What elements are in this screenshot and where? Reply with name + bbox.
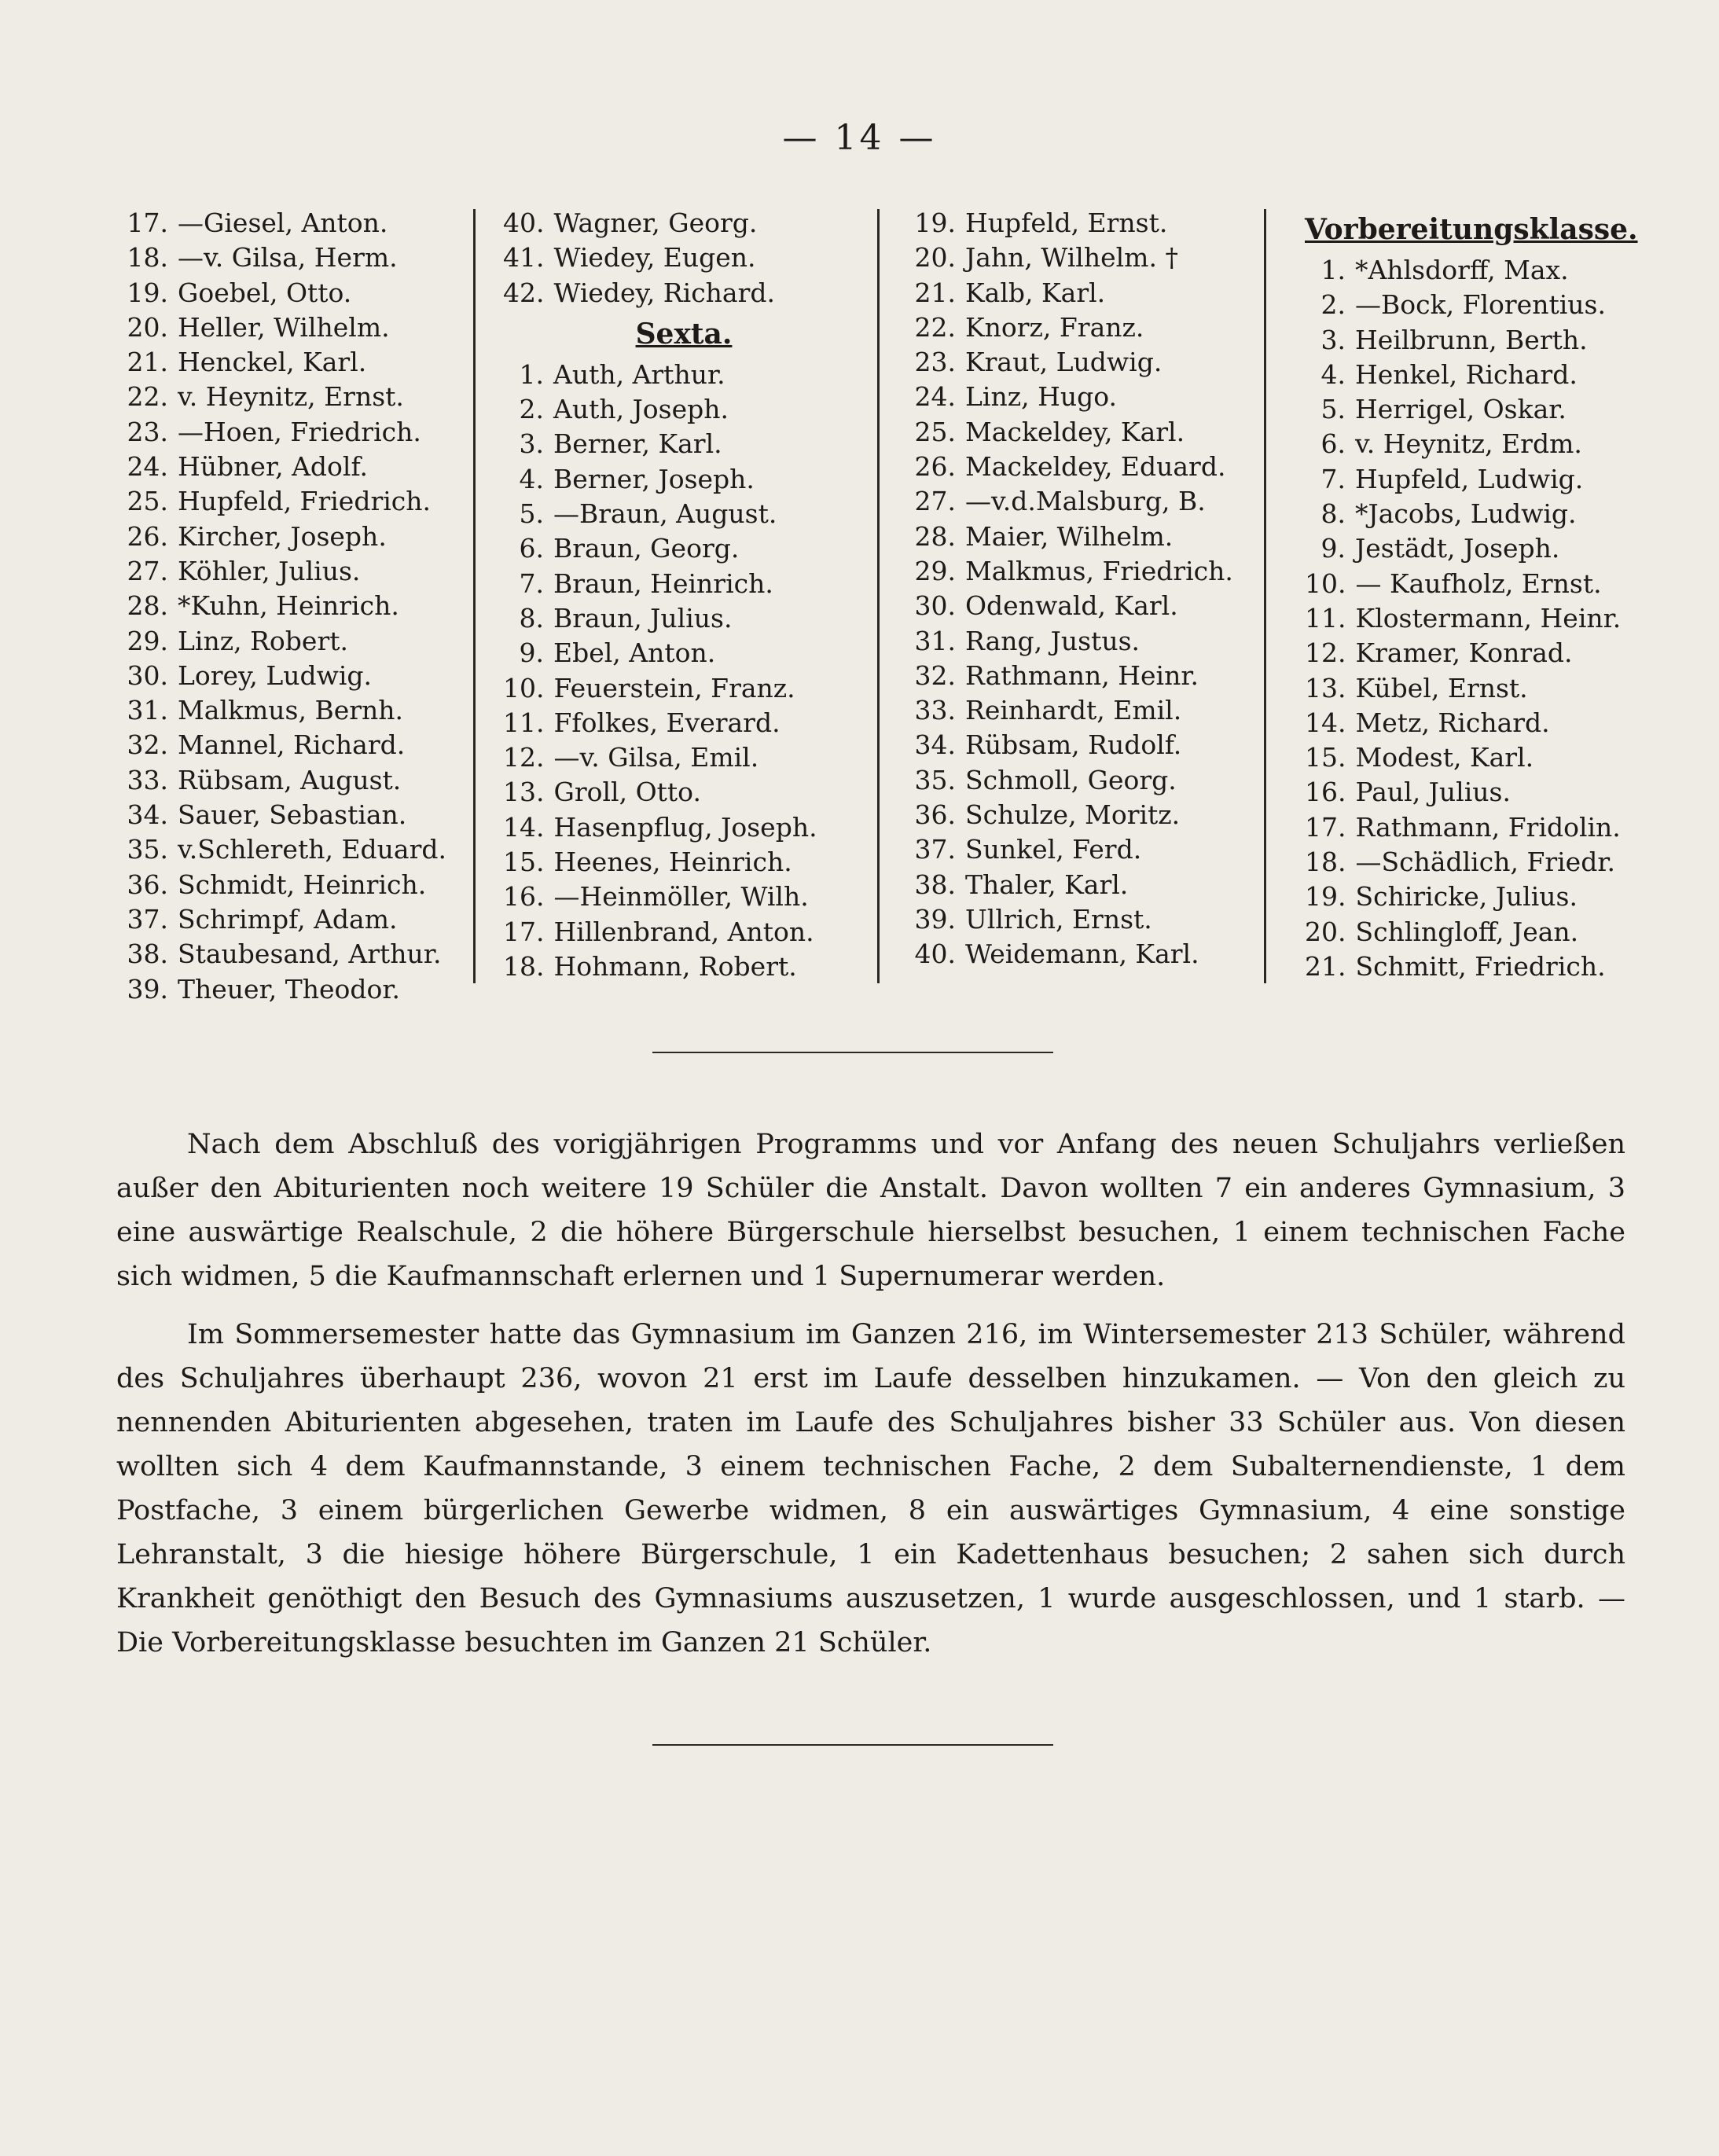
student-name: v. Heynitz, Ernst. [178, 381, 404, 413]
student-name: Maier, Wilhelm. [965, 520, 1174, 552]
entry-number: 35. [127, 834, 168, 865]
student-entry [503, 880, 865, 914]
entry-number: 13. [503, 777, 545, 808]
student-name: Braun, Georg. [553, 533, 740, 564]
paragraph-enrollment: Im Sommersemester hatte das Gymnasium im Ganzen 216, im Wintersemester 213 Schüler, während des Schuljahres überhaupt 236, wovon 21 erst im Laufe desselben hinzukamen. — Von den gleich zu nennenden Abiturienten abgesehen, traten im Laufe des Schuljahres bisher 33 Schüler aus. Von diesen wollten sich 4 dem Kaufmannstande, 3 einem technischen Fache, 2 dem Subalternendienste, 1 dem Postfache, 3 einem bürgerlichen Gewerbe widmen, 8 ein auswärtiges Gymnasium, 4 eine sonstige Lehranstalt, 3 die hiesige höhere Bürgerschule, 1 ein Kadettenhaus besuchen; 2 sahen sich durch Krankheit genöthigt den Besuch des Gymnasiums auszusetzen, 1 wurde ausgeschlossen, und 1 starb. — Die Vorbereitungsklasse besuchten im Ganzen 21 Schüler. [116, 1319, 1625, 1658]
student-name: Malkmus, Friedrich. [965, 555, 1233, 586]
student-name: Wiedey, Eugen. [553, 242, 756, 274]
entry-number: 25. [127, 486, 168, 517]
section-rule [652, 1052, 1053, 1053]
student-entry [904, 589, 1250, 623]
student-entry [116, 972, 462, 1007]
entry-number: 32. [914, 659, 956, 691]
student-entry [1305, 810, 1643, 845]
entry-number: 10. [503, 672, 545, 703]
student-name: Malkmus, Bernh. [178, 695, 404, 726]
student-name: Ffolkes, Everard. [553, 707, 781, 738]
student-name: Schrimpf, Adam. [178, 903, 398, 935]
student-entry [904, 484, 1250, 519]
student-name: Henckel, Karl. [178, 347, 367, 378]
student-entry [1305, 740, 1643, 775]
entry-number: 39. [914, 903, 956, 935]
student-name: Reinhardt, Emil. [965, 695, 1182, 726]
entry-number: 23. [127, 416, 168, 447]
student-name: Feuerstein, Franz. [553, 672, 795, 703]
entry-number: 25. [914, 416, 956, 447]
student-entry [116, 450, 462, 484]
entry-number: 2. [519, 394, 544, 425]
student-name: *Ahlsdorff, Max. [1355, 255, 1569, 285]
student-entry [503, 358, 865, 392]
student-entry [116, 276, 462, 310]
entry-number: 6. [519, 533, 544, 564]
student-name: Auth, Arthur. [553, 358, 725, 390]
student-entry [1305, 601, 1643, 636]
entry-number: 40. [914, 938, 956, 970]
student-list-column-3 [904, 206, 1250, 972]
student-entry [904, 868, 1250, 902]
student-name: —v. Gilsa, Herm. [178, 242, 398, 274]
student-entry [1305, 323, 1643, 358]
student-name: Staubesand, Arthur. [178, 938, 442, 970]
student-name: Henkel, Richard. [1355, 358, 1578, 390]
student-name: Hohmann, Robert. [553, 950, 797, 982]
student-entry [1305, 427, 1643, 461]
column-divider [877, 209, 880, 983]
student-entry [904, 415, 1250, 450]
student-entry [1305, 392, 1643, 427]
student-name: Knorz, Franz. [965, 311, 1144, 343]
student-entry [116, 241, 462, 275]
student-entry [904, 728, 1250, 762]
student-name: Wagner, Georg. [553, 208, 758, 238]
entry-number: 16. [1305, 777, 1346, 808]
entry-number: 5. [1320, 394, 1346, 425]
student-entry [503, 845, 865, 880]
student-name: Heenes, Heinrich. [553, 847, 792, 878]
entry-number: 33. [914, 695, 956, 726]
entry-number: 4. [1320, 358, 1346, 390]
entry-number: 2. [1320, 289, 1346, 321]
student-entry [1305, 671, 1643, 706]
student-name: Schlingloff, Jean. [1355, 916, 1579, 947]
entry-number: 23. [914, 347, 956, 378]
student-name: Linz, Hugo. [965, 381, 1118, 413]
student-entry [116, 693, 462, 728]
student-entry [116, 728, 462, 762]
student-name: Wiedey, Richard. [553, 277, 775, 308]
student-name: —Braun, August. [553, 498, 777, 530]
column-divider [1264, 209, 1266, 983]
student-entry [503, 462, 865, 497]
student-name: Kramer, Konrad. [1355, 637, 1573, 669]
entry-number: 16. [503, 881, 545, 913]
student-name: Herrigel, Oskar. [1355, 394, 1567, 425]
student-name: Rübsam, August. [178, 764, 402, 795]
student-name: Ullrich, Ernst. [965, 903, 1152, 935]
entry-number: 20. [127, 311, 168, 343]
student-name: — Kaufholz, Ernst. [1355, 567, 1602, 599]
entry-number: 26. [127, 520, 168, 552]
student-entry [904, 693, 1250, 728]
entry-number: 12. [1305, 637, 1346, 669]
entry-number: 18. [127, 242, 168, 274]
entry-number: 38. [914, 869, 956, 900]
student-entry [503, 601, 865, 636]
student-entry [503, 241, 865, 275]
student-entry [503, 206, 865, 241]
student-entry [503, 915, 865, 949]
entry-number: 24. [127, 451, 168, 483]
student-entry [116, 415, 462, 450]
student-name: Rathmann, Heinr. [965, 659, 1199, 691]
student-name: Schiricke, Julius. [1355, 881, 1578, 913]
sexta-heading: Sexta. [635, 317, 733, 351]
student-entry [503, 427, 865, 461]
student-name: Ebel, Anton. [553, 637, 716, 669]
entry-number: 9. [519, 637, 544, 669]
student-entry [1305, 497, 1643, 531]
student-entry [1305, 288, 1643, 322]
entry-number: 36. [127, 869, 168, 900]
student-entry [116, 589, 462, 623]
student-entry [904, 659, 1250, 693]
student-name: v.Schlereth, Eduard. [178, 834, 446, 865]
student-name: Sunkel, Ferd. [965, 834, 1142, 865]
student-name: —Heinmöller, Wilh. [553, 881, 809, 913]
student-name: Mackeldey, Karl. [965, 416, 1185, 447]
entry-number: 29. [127, 625, 168, 656]
student-name: Rübsam, Rudolf. [965, 729, 1182, 761]
entry-number: 40. [503, 208, 545, 238]
student-name: Kraut, Ludwig. [965, 347, 1163, 378]
student-name: Braun, Julius. [553, 602, 733, 634]
student-name: Klostermann, Heinr. [1355, 602, 1622, 634]
student-name: —Giesel, Anton. [178, 208, 388, 238]
student-entry [116, 659, 462, 693]
vorbereitungsklasse-heading: Vorbereitungsklasse. [1305, 213, 1638, 246]
student-name: *Jacobs, Ludwig. [1355, 498, 1577, 530]
student-entry [116, 798, 462, 832]
student-entry [904, 450, 1250, 484]
entry-number: 30. [127, 659, 168, 691]
student-name: Heller, Wilhelm. [178, 311, 390, 343]
student-name: Hillenbrand, Anton. [553, 916, 814, 947]
entry-number: 5. [519, 498, 544, 530]
entry-number: 19. [914, 208, 956, 238]
student-name: Jestädt, Joseph. [1355, 533, 1560, 564]
entry-number: 3. [519, 428, 544, 460]
student-name: Hupfeld, Friedrich. [178, 486, 431, 517]
entry-number: 17. [1305, 811, 1346, 843]
student-name: Sauer, Sebastian. [178, 799, 407, 831]
student-name: Kircher, Joseph. [178, 520, 387, 552]
student-name: Paul, Julius. [1355, 777, 1511, 808]
entry-number: 42. [503, 277, 545, 308]
entry-number: 11. [503, 707, 545, 738]
student-entry [1305, 462, 1643, 497]
entry-number: 14. [503, 811, 545, 843]
entry-number: 28. [914, 520, 956, 552]
student-entry [116, 484, 462, 519]
entry-number: 6. [1320, 428, 1346, 460]
student-entry [904, 276, 1250, 310]
entry-number: 15. [1305, 742, 1346, 773]
entry-number: 35. [914, 764, 956, 795]
entry-number: 13. [1305, 672, 1346, 703]
entry-number: 22. [127, 381, 168, 413]
student-entry [904, 798, 1250, 832]
entry-number: 33. [127, 764, 168, 795]
student-name: —Hoen, Friedrich. [178, 416, 421, 447]
student-entry [116, 345, 462, 380]
student-name: Weidemann, Karl. [965, 938, 1199, 970]
entry-number: 8. [1320, 498, 1346, 530]
student-entry [904, 206, 1250, 241]
entry-number: 24. [914, 381, 956, 413]
student-entry [1305, 845, 1643, 880]
student-entry [1305, 636, 1643, 670]
entry-number: 8. [519, 602, 544, 634]
student-list-column-1 [116, 206, 462, 1007]
entry-number: 37. [127, 903, 168, 935]
student-name: Kalb, Karl. [965, 277, 1106, 308]
student-name: —Schädlich, Friedr. [1355, 847, 1615, 878]
student-entry [116, 310, 462, 345]
student-entry [503, 636, 865, 670]
student-name: Modest, Karl. [1355, 742, 1534, 773]
entry-number: 15. [503, 847, 545, 878]
entry-number: 29. [914, 555, 956, 586]
student-entry [116, 832, 462, 867]
student-name: Metz, Richard. [1355, 707, 1550, 738]
student-name: Heilbrunn, Berth. [1355, 324, 1588, 355]
column-divider [473, 209, 476, 983]
student-entry [1305, 531, 1643, 566]
entry-number: 14. [1305, 707, 1346, 738]
student-name: Schmoll, Georg. [965, 764, 1177, 795]
student-name: Berner, Karl. [553, 428, 722, 460]
entry-number: 38. [127, 938, 168, 970]
student-name: Köhler, Julius. [178, 555, 361, 586]
student-name: Kübel, Ernst. [1355, 672, 1528, 703]
entry-number: 7. [519, 567, 544, 599]
entry-number: 34. [914, 729, 956, 761]
student-entry [904, 937, 1250, 971]
student-name: Mannel, Richard. [178, 729, 406, 761]
student-list-column-2 [503, 206, 865, 984]
student-entry [503, 949, 865, 984]
entry-number: 9. [1320, 533, 1346, 564]
student-entry [1305, 253, 1643, 288]
student-name: Rang, Justus. [965, 625, 1140, 656]
student-entry [503, 531, 865, 566]
student-name: Hupfeld, Ernst. [965, 208, 1168, 238]
student-name: Braun, Heinrich. [553, 567, 773, 599]
student-entry [116, 902, 462, 937]
student-name: Schmidt, Heinrich. [178, 869, 427, 900]
student-entry [503, 810, 865, 845]
student-entry [116, 937, 462, 971]
entry-number: 31. [914, 625, 956, 656]
student-name: Schmitt, Friedrich. [1355, 950, 1606, 982]
student-name: v. Heynitz, Erdm. [1355, 428, 1582, 460]
student-name: Linz, Robert. [178, 625, 348, 656]
entry-number: 18. [503, 950, 545, 982]
student-entry [116, 380, 462, 414]
entry-number: 28. [127, 590, 168, 622]
entry-number: 21. [1305, 950, 1346, 982]
student-name: Rathmann, Fridolin. [1355, 811, 1621, 843]
student-entry [503, 276, 865, 310]
student-entry [116, 206, 462, 241]
student-name: Odenwald, Karl. [965, 590, 1178, 622]
student-name: Hupfeld, Ludwig. [1355, 463, 1584, 494]
entry-number: 27. [914, 486, 956, 517]
student-name: Mackeldey, Eduard. [965, 451, 1226, 483]
entry-number: 1. [519, 358, 544, 390]
student-entry [904, 763, 1250, 798]
student-entry [1305, 880, 1643, 914]
student-name: Theuer, Theodor. [178, 973, 400, 1005]
student-name: Hübner, Adolf. [178, 451, 368, 483]
student-entry [503, 740, 865, 775]
entry-number: 10. [1305, 567, 1346, 599]
entry-number: 34. [127, 799, 168, 831]
entry-number: 30. [914, 590, 956, 622]
student-entry [503, 706, 865, 740]
student-name: Schulze, Moritz. [965, 799, 1181, 831]
entry-number: 36. [914, 799, 956, 831]
entry-number: 31. [127, 695, 168, 726]
entry-number: 39. [127, 973, 168, 1005]
student-name: —v. Gilsa, Emil. [553, 742, 759, 773]
student-entry [116, 868, 462, 902]
student-entry [503, 671, 865, 706]
student-entry [503, 567, 865, 601]
student-entry [904, 310, 1250, 345]
student-entry [904, 554, 1250, 589]
student-name: Hasenpflug, Joseph. [553, 811, 817, 843]
page-number: — 14 — [782, 118, 937, 158]
entry-number: 19. [1305, 881, 1346, 913]
entry-number: 17. [127, 208, 168, 238]
student-entry [116, 520, 462, 554]
entry-number: 1. [1320, 255, 1346, 285]
student-entry [1305, 567, 1643, 601]
student-entry [1305, 706, 1643, 740]
student-entry [904, 345, 1250, 380]
paragraph-departures: Nach dem Abschluß des vorigjährigen Programms und vor Anfang des neuen Schuljahrs verließen außer den Abiturienten noch weitere 19 Schüler die Anstalt. Davon wollten 7 ein anderes Gymnasium, 3 eine auswärtige Realschule, 2 die höhere Bürgerschule hierselbst besuchen, 1 einem technischen Fache sich widmen, 5 die Kaufmannschaft erlernen und 1 Supernumerar werden. [116, 1129, 1625, 1292]
student-entry [904, 380, 1250, 414]
student-name: Jahn, Wilhelm. † [965, 242, 1178, 274]
student-entry [904, 520, 1250, 554]
student-name: —v.d.Malsburg, B. [965, 486, 1206, 517]
entry-number: 21. [914, 277, 956, 308]
student-entry [1305, 775, 1643, 810]
student-name: Auth, Joseph. [553, 394, 729, 425]
student-name: —Bock, Florentius. [1355, 289, 1606, 321]
student-list-column-4 [1305, 206, 1643, 984]
student-entry [904, 624, 1250, 659]
student-entry [904, 832, 1250, 867]
entry-number: 41. [503, 242, 545, 274]
entry-number: 26. [914, 451, 956, 483]
entry-number: 32. [127, 729, 168, 761]
entry-number: 37. [914, 834, 956, 865]
student-name: *Kuhn, Heinrich. [178, 590, 399, 622]
student-entry [116, 554, 462, 589]
report-text [116, 1122, 1625, 1679]
student-entry [1305, 358, 1643, 392]
student-entry [904, 241, 1250, 275]
entry-number: 4. [519, 463, 544, 494]
student-entry [116, 763, 462, 798]
entry-number: 27. [127, 555, 168, 586]
entry-number: 20. [914, 242, 956, 274]
student-entry [904, 902, 1250, 937]
section-rule [652, 1744, 1053, 1746]
entry-number: 12. [503, 742, 545, 773]
entry-number: 17. [503, 916, 545, 947]
entry-number: 20. [1305, 916, 1346, 947]
student-entry [503, 497, 865, 531]
entry-number: 3. [1320, 324, 1346, 355]
student-name: Berner, Joseph. [553, 463, 755, 494]
student-entry [503, 775, 865, 810]
entry-number: 18. [1305, 847, 1346, 878]
entry-number: 22. [914, 311, 956, 343]
student-entry [116, 624, 462, 659]
student-entry [503, 392, 865, 427]
entry-number: 21. [127, 347, 168, 378]
entry-number: 11. [1305, 602, 1346, 634]
entry-number: 7. [1320, 463, 1346, 494]
student-entry [1305, 949, 1643, 984]
student-name: Goebel, Otto. [178, 277, 352, 308]
student-entry [1305, 915, 1643, 949]
entry-number: 19. [127, 277, 168, 308]
student-name: Lorey, Ludwig. [178, 659, 373, 691]
student-name: Groll, Otto. [553, 777, 701, 808]
student-name: Thaler, Karl. [965, 869, 1129, 900]
